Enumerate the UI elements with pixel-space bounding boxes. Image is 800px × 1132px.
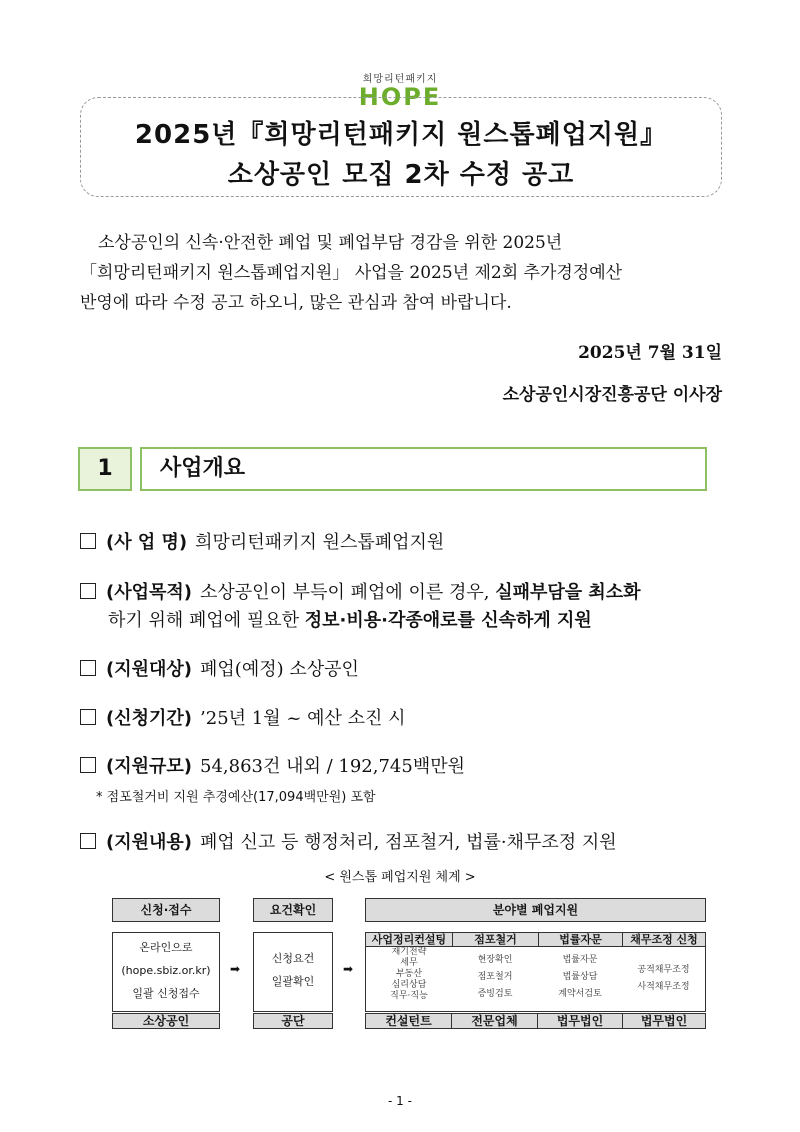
- intro-line-1: 소상공인의 신속·안전한 폐업 및 폐업부담 경감을 위한 2025년: [98, 233, 563, 253]
- announcement-date: 2025년 7월 31일: [578, 343, 722, 363]
- col2-footer: 공단: [253, 1013, 333, 1029]
- item-period: (신청기간) ’25년 1월 ~ 예산 소진 시: [80, 704, 406, 730]
- scale-note: * 점포철거비 지원 추경예산(17,094백만원) 포함: [96, 790, 376, 805]
- title-line-2: 소상공인 모집 2차 수정 공고: [227, 160, 575, 190]
- sub1-footer: 컨설턴트: [365, 1013, 452, 1029]
- checkbox-icon: [80, 660, 96, 676]
- checkbox-icon: [80, 709, 96, 725]
- checkbox-icon: [80, 583, 96, 599]
- item-target: (지원대상) 폐업(예정) 소상공인: [80, 655, 359, 681]
- item-content: (지원내용) 폐업 신고 등 행정처리, 점포철거, 법률·채무조정 지원: [80, 828, 617, 854]
- col3-header: 분야별 폐업지원: [365, 898, 706, 922]
- arrow-right-icon: ➡: [229, 962, 241, 976]
- sub4-footer: 법무법인: [622, 1013, 706, 1029]
- logo-subtitle: 희망리턴패키지: [362, 74, 438, 85]
- section-title: 사업개요: [140, 447, 707, 491]
- sub3-items: 법률자문 법률상담 계약서검토: [558, 955, 602, 999]
- item-scale: (지원규모) 54,863건 내외 / 192,745백만원: [80, 752, 465, 778]
- item-business-name: (사 업 명) 희망리턴패키지 원스톱폐업지원: [80, 528, 444, 554]
- checkbox-icon: [80, 757, 96, 773]
- checkbox-icon: [80, 833, 96, 849]
- logo-text: HOPE: [358, 83, 442, 111]
- page-number: - 1 -: [388, 1094, 412, 1108]
- col2-header: 요건확인: [253, 898, 333, 922]
- sub3-footer: 법무법인: [537, 1013, 623, 1029]
- item-purpose: (사업목적) 소상공인이 부득이 폐업에 이른 경우, 실패부담을 최소화: [80, 578, 641, 604]
- sub1-items: 재기전략 세무 부동산 심리상담 직무·직능: [390, 947, 428, 1001]
- sub2-footer: 전문업체: [451, 1013, 538, 1029]
- sub3-title: 법률자문: [538, 933, 622, 947]
- item-purpose-continued: 하기 위해 폐업에 필요한 정보·비용·각종애로를 신속하게 지원: [108, 610, 592, 631]
- col1-footer: 소상공인: [112, 1013, 220, 1029]
- intro-paragraph: [80, 228, 725, 318]
- col1-header: 신청·접수: [112, 898, 220, 922]
- title-line-1: 2025년『희망리턴패키지 원스톱폐업지원』: [134, 120, 668, 150]
- sub2-items: 현장확인 점포철거 증빙검토: [477, 955, 513, 999]
- signer: 소상공인시장진흥공단 이사장: [502, 385, 722, 405]
- title-box: [80, 97, 722, 197]
- sub4-title: 채무조정 신청: [622, 933, 705, 947]
- sub2-title: 점포철거: [452, 933, 538, 947]
- intro-line-2: 「희망리턴패키지 원스톱폐업지원」 사업을 2025년 제2회 추가경정예산: [80, 263, 623, 283]
- col2-body: 신청요건 일괄확인: [253, 932, 333, 1012]
- intro-line-3: 반영에 따라 수정 공고 하오니, 많은 관심과 참여 바랍니다.: [80, 293, 512, 313]
- sub1-title: 사업정리컨설팅: [366, 933, 452, 947]
- col1-body: 온라인으로 (hope.sbiz.or.kr) 일괄 신청접수: [112, 932, 220, 1012]
- diagram-caption: < 원스톱 폐업지원 체계 >: [324, 870, 476, 885]
- checkbox-icon: [80, 533, 96, 549]
- section-number: 1: [78, 447, 132, 491]
- arrow-right-icon: ➡: [342, 962, 354, 976]
- sub4-items: 공적채무조정 사적채무조정: [637, 965, 690, 992]
